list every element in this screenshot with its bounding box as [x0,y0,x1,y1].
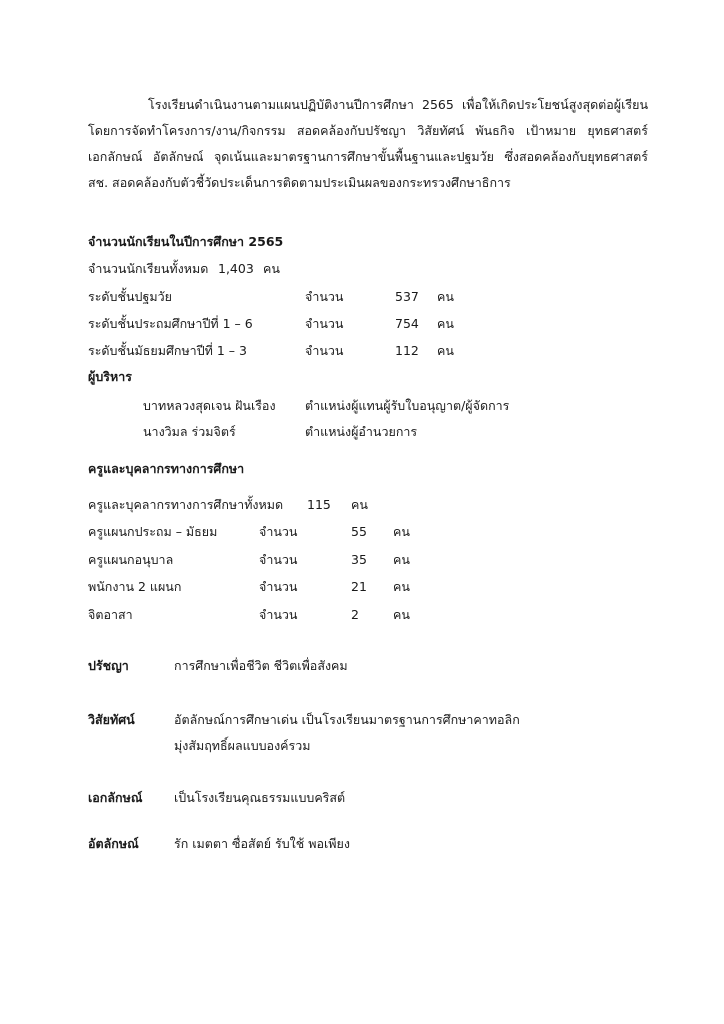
vision-line-1: อัตลักษณ์การศึกษาเด่น เป็นโรงเรียนมาตรฐานการศึกษาคาทอลิก [174,712,520,727]
admin-name: บาทหลวงสุดเจน ฝันเรือง [143,398,276,413]
staff-group-name: จิตอาสา [88,607,133,622]
students-heading: จำนวนนักเรียนในปีการศึกษา 2565 [88,234,284,249]
staff-group-name: ครูแผนกประถม – มัธยม [88,524,218,539]
level-label: จำนวน [305,289,344,304]
level-name: ระดับชั้นประถมศึกษาปีที่ 1 – 6 [88,316,253,331]
admin-name: นางวิมล ร่วมจิตร์ [143,424,236,439]
level-name: ระดับชั้นปฐมวัย [88,289,172,304]
level-value: 112 [395,343,419,358]
level-unit: คน [437,343,454,358]
level-value: 754 [395,316,419,331]
staff-group-name: ครูแผนกอนุบาล [88,552,174,567]
students-total-label: จำนวนนักเรียนทั้งหมด [88,261,209,276]
admin-position: ตำแหน่งผู้อำนวยการ [305,424,418,439]
level-label: จำนวน [305,316,344,331]
level-unit: คน [437,289,454,304]
admins-heading: ผู้บริหาร [88,369,132,384]
level-name: ระดับชั้นมัธยมศึกษาปีที่ 1 – 3 [88,343,247,358]
philosophy-text: การศึกษาเพื่อชีวิต ชีวิตเพื่อสังคม [174,658,348,673]
staff-group-unit: คน [393,607,410,622]
staff-group-unit: คน [393,579,410,594]
uniqueness-label: เอกลักษณ์ [88,790,143,805]
staff-group-unit: คน [393,552,410,567]
uniqueness-text: เป็นโรงเรียนคุณธรรมแบบคริสต์ [174,790,346,805]
vision-line-2: มุ่งสัมฤทธิ์ผลแบบองค์รวม [174,738,311,753]
vision-label: วิสัยทัศน์ [88,712,135,727]
staff-total-label: ครูและบุคลากรทางการศึกษาทั้งหมด [88,497,284,512]
staff-group-label: จำนวน [259,579,298,594]
level-label: จำนวน [305,343,344,358]
staff-total-unit: คน [351,497,368,512]
intro-paragraph: โรงเรียนดำเนินงานตามแผนปฏิบัติงานปีการศึกษา 2565 เพื่อให้เกิดประโยชน์สูงสุดต่อผู้เรียน โดยการจัดทำโครงการ/งาน/กิจกรรม สอดคล้องกับปรัชญา วิสัยทัศน์ พันธกิจ เป้าหมาย ยุทธศาสตร์ เอกลักษณ์ อัตลักษณ์ จุดเน้นและมาตรฐานการศึกษาขั้นพื้นฐานและปฐมวัย ซึ่งสอดคล้องกับยุทธศาสตร์ สช. สอดคล้องกับตัวชี้วัดประเด็นการติดตามประเมินผลของกระทรวงศึกษาธิการ [88,97,648,190]
philosophy-label: ปรัชญา [88,658,129,673]
staff-group-label: จำนวน [259,524,298,539]
identity-text: รัก เมตตา ซื่อสัตย์ รับใช้ พอเพียง [174,836,350,851]
staff-group-unit: คน [393,524,410,539]
staff-group-value: 55 [351,524,367,539]
staff-group-value: 35 [351,552,367,567]
level-unit: คน [437,316,454,331]
staff-group-value: 2 [351,607,359,622]
level-value: 537 [395,289,419,304]
staff-heading: ครูและบุคลากรทางการศึกษา [88,461,245,476]
intro-section [88,92,648,196]
students-total-value: 1,403 [218,261,254,276]
staff-group-label: จำนวน [259,552,298,567]
staff-total-value: 115 [307,497,331,512]
students-total-unit: คน [263,261,280,276]
staff-group-name: พนักงาน 2 แผนก [88,579,182,594]
staff-group-value: 21 [351,579,367,594]
staff-group-label: จำนวน [259,607,298,622]
identity-label: อัตลักษณ์ [88,836,139,851]
admin-position: ตำแหน่งผู้แทนผู้รับใบอนุญาต/ผู้จัดการ [305,398,510,413]
